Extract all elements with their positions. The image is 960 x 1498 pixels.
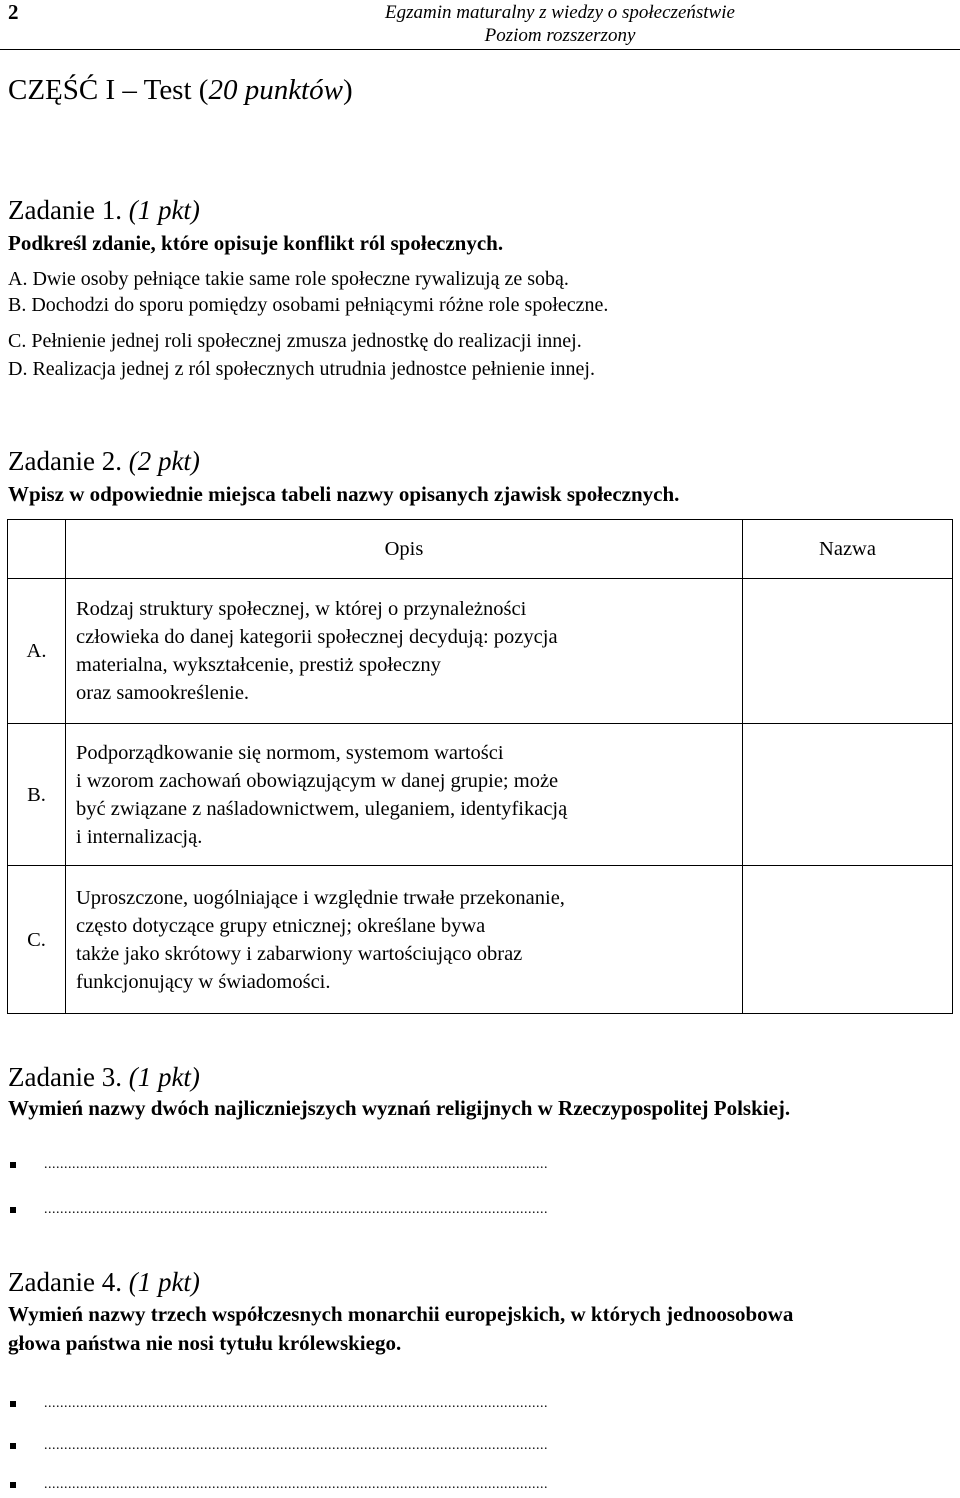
row-description: Uproszczone, uogólniające i względnie trwałe przekonanie, często dotyczące grupy etnicznej; określane bywa także jako skrótowy i zabarwiony wartościująco obraz funkcjonujący w świadomości. — [66, 866, 743, 1014]
task-4-answer-line[interactable]: .............................................................................................................................. — [10, 1472, 952, 1497]
task-1-option-d: D. Realizacja jednej z ról społecznych utrudnia jednostce pełnienie innej. — [8, 358, 595, 380]
task-4-answer-line[interactable]: .............................................................................................................................. — [10, 1433, 952, 1458]
exam-title: Egzamin maturalny z wiedzy o społeczeństwie — [385, 2, 735, 23]
task-1-option-c: C. Pełnienie jednej roli społecznej zmusza jednostkę do realizacji innej. — [8, 330, 582, 352]
header-divider — [0, 49, 960, 50]
answer-cell-a[interactable] — [743, 579, 953, 724]
bullet-icon — [10, 1443, 16, 1449]
task-2-table — [7, 519, 953, 1014]
bullet-icon — [10, 1401, 16, 1407]
bullet-icon — [10, 1162, 16, 1168]
answer-cell-b[interactable] — [743, 724, 953, 866]
table-header-empty — [8, 520, 66, 579]
part-title: CZĘŚĆ I – Test (20 punktów) — [8, 74, 353, 106]
task-1-title: Zadanie 1. (1 pkt) — [8, 195, 200, 225]
row-label: C. — [8, 866, 66, 1014]
table-header-opis: Opis — [66, 520, 743, 579]
task-1-option-b: B. Dochodzi do sporu pomiędzy osobami pełniącymi różne role społeczne. — [8, 294, 609, 316]
task-4-instruction-line-2: głowa państwa nie nosi tytułu królewskiego. — [8, 1331, 402, 1355]
task-1-option-a: A. Dwie osoby pełniące takie same role społeczne rywalizują ze sobą. — [8, 268, 569, 290]
row-label: B. — [8, 724, 66, 866]
bullet-icon — [10, 1482, 16, 1488]
task-3-answer-line[interactable]: .............................................................................................................................. — [10, 1152, 952, 1177]
row-description: Podporządkowanie się normom, systemom wartości i wzorom zachowań obowiązującym w danej grupie; może być związane z naśladownictwem, uleganiem, identyfikacją i internalizacją. — [66, 724, 743, 866]
task-1-instruction: Podkreśl zdanie, które opisuje konflikt ról społecznych. — [8, 231, 504, 255]
task-3-title: Zadanie 3. (1 pkt) — [8, 1062, 200, 1092]
bullet-icon — [10, 1207, 16, 1213]
task-4-title: Zadanie 4. (1 pkt) — [8, 1267, 200, 1297]
task-4-answer-line[interactable]: .............................................................................................................................. — [10, 1391, 952, 1416]
table-row — [8, 866, 953, 1014]
task-2-title: Zadanie 2. (2 pkt) — [8, 446, 200, 476]
answer-cell-c[interactable] — [743, 866, 953, 1014]
row-description: Rodzaj struktury społecznej, w której o przynależności człowieka do danej kategorii społecznej decydują: pozycja materialna, wykształcenie, prestiż społeczny oraz samookreślenie. — [66, 579, 743, 724]
task-2-instruction: Wpisz w odpowiednie miejsca tabeli nazwy opisanych zjawisk społecznych. — [8, 482, 680, 506]
table-row — [8, 724, 953, 866]
page-number: 2 — [8, 0, 19, 24]
task-3-instruction: Wymień nazwy dwóch najliczniejszych wyznań religijnych w Rzeczypospolitej Polskiej. — [8, 1096, 791, 1120]
table-header-nazwa: Nazwa — [743, 520, 953, 579]
task-3-answer-line[interactable]: .............................................................................................................................. — [10, 1197, 952, 1222]
exam-level: Poziom rozszerzony — [484, 25, 636, 46]
table-header-row — [8, 520, 953, 579]
task-4-instruction-line-1: Wymień nazwy trzech współczesnych monarchii europejskich, w których jednoosobowa — [8, 1302, 794, 1326]
table-row — [8, 579, 953, 724]
row-label: A. — [8, 579, 66, 724]
